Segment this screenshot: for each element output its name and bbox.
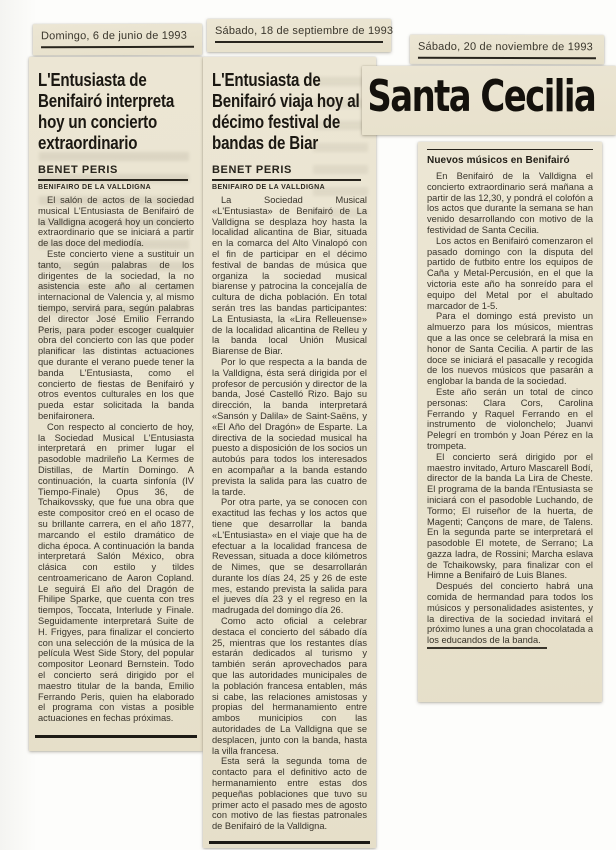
- date-label: Sábado, 20 de noviembre de 1993: [417, 40, 594, 54]
- article-body: [38, 195, 194, 724]
- clipping-article-santa-cecilia: [418, 142, 602, 702]
- paragraph: Este concierto viene a sustituir un tanto, según palabras de los dirigentes de la sociedad, la no asistencia este año al certamen internacional de Valencia y, al mismo tiempo, servirá para, según palabras del director José Emilio Ferrando Peris, para poder escoger cualquier obra del concierto con las que poder planificar las distintas actuaciones que durante el verano puede tener la banda L'Entusiasta, como el concierto de fiestas de Benifairó y otros eventos culturales en los que pueda estar solicitada la banda benifaironera.: [38, 248, 194, 421]
- date-underline: [418, 57, 596, 59]
- paragraph: En Benifairó de la Valldigna el concierto extraordinario será mañana a partir de las 12,30, y pondrá el colofón a los actos que durante la semana se han venido desarrollando con motivo de la festividad de Santa Cecilia.: [427, 171, 593, 235]
- article-body: [427, 171, 593, 646]
- article-byline: BENET PERIS: [212, 164, 361, 181]
- clipping-date-june: [33, 24, 202, 56]
- article-end-rule: [35, 735, 197, 738]
- paragraph: El concierto será dirigido por el maestro invitado, Arturo Mascarell Bodí, director de la banda La Lira de Cheste. El programa de la banda l'Entusiasta se iniciará con el pasodoble Luchando, de Tormo; El ruiseñor de la huerta, de Magenti; Cançons de mare, de Talens. En la segunda parte se interpretará el pasodoble El motete, de Serrano; La gazza ladra, de Rossini; Marcha eslava de Tchaikowsky, para finalizar con el Himne a Benifairó de Luis Blanes.: [427, 451, 593, 581]
- paragraph: Para el domingo está previsto un almuerzo para los músicos, mientras que a las once se celebrará la misa en honor de Santa Cecilia. A partir de las doce se iniciará el pasacalle y recogida de los nuevos músicos que pasarán a englobar la banda de la sociedad.: [427, 311, 593, 387]
- date-label: Domingo, 6 de junio de 1993: [40, 29, 188, 43]
- article-headline: L'Entusiasta de Benifairó viaja hoy al décimo festival de bandas de Biar: [212, 70, 360, 153]
- paragraph: Los actos en Benifairó comenzaron el pasado domingo con la disputa del partido de futbito entre los equipos de Caña y Metal-Percusión, en el que la victoria este año ha sonreído para el equipo del Metal por el abultado marcador de 1-5.: [427, 235, 593, 311]
- paragraph: Este año serán un total de cinco personas: Clara Cors, Carolina Ferrando y Raquel Ferrando en el instrumento de violonchelo; Juanvi Pelegrí en trombón y Joan Pérez en la trompeta.: [427, 386, 593, 451]
- article-dateline: BENIFAIRO DE LA VALLDIGNA: [38, 184, 152, 191]
- article-headline: L'Entusiasta de Benifairó interpreta hoy un concierto extraordinario: [38, 70, 175, 153]
- paragraph: El salón de actos de la sociedad musical L'Entusiasta de Benifairó de la Valldigna acogerá hoy un concierto extraordinario que se iniciará a partir de las doce del mediodía.: [38, 195, 194, 249]
- article-end-rule: [427, 647, 547, 649]
- paragraph: Por otra parte, ya se conocen con exactitud las fechas y los actos que tiene que desarrollar la banda «L'Entusiasta» en el viaje que ha de efectuar a la localidad francesa de Revessan, situada a doce kilómetros de Nimes, que se desarrollarán durante los días 24, 25 y 26 de este mes, estando prevista la salida para el jueves día 23 y el regreso en la madrugada del domingo día 26.: [212, 497, 367, 616]
- paragraph: La Sociedad Musical «L'Entusiasta» de Benifairó de La Valldigna se desplaza hoy hasta la localidad alicantina de Biar, situada en la comarca del Alto Vinalopó con el fin de participar en el décimo festival de bandas de música que organiza la sociedad musical biarense y patrocina la concejalía de cultura de dicha población. En total serán tres las bandas participantes: La Entusiasta, la «Lira Relleuense» de la localidad alicantina de Relleu y la banda local Unión Musical Biarense de Biar.: [212, 195, 367, 357]
- clipping-date-november: [410, 35, 604, 65]
- clipping-headline-santa-cecilia: [362, 66, 616, 135]
- paragraph: Por lo que respecta a la banda de la Valldigna, ésta será dirigida por el profesor de percusión y director de la banda, José Castelló Rizo. Bajo su dirección, la banda interpretará «Sansón y Dalila» de Saint-Saëns, y «El Año del Dragón» de Esparte. La directiva de la sociedad musical ha puesto a disposición de los socios un autobús para todos los interesados en acompañar a la banda estando prevista la salida para las cuatro de la tarde.: [212, 356, 367, 497]
- date-underline: [41, 46, 194, 49]
- date-label: Sábado, 18 de septiembre de 1993: [215, 25, 394, 37]
- article-byline: BENET PERIS: [38, 164, 188, 181]
- article-end-rule: [209, 841, 370, 844]
- paragraph: Con respecto al concierto de hoy, la Sociedad Musical L'Entusiasta interpretará en primer lugar el pasodoble madrileño La Kermes de Distillas, de Martín Domingo. A continuación, la cuarta sinfonía (IV Tiempo-Finale) Opus 36, de Tchaikovssky, que fue una obra que este compositor creó en el ocaso de su brillante carrera, en el año 1877, marcando el estilo dramático de dicha época. A continuación la banda interpretará Salón México, obra clásica con estilo y tildes centroamericano de Aaron Copland. Le seguirá El año del Dragón de Fhilipe Sparke, que cuenta con tres tiempos, Toccata, Interlude y Finale. Seguidamente interpretará Suite de H. Frigyes, para finalizar el concierto con una selección de la música de la película West Side Story, del popular compositor Leonard Bernstein. Todo el concierto será dirigido por el maestro titular de la banda, Emilio Ferrando Peris, quien ha elaborado el programa con vistas a posible actuaciones en fechas próximas.: [38, 421, 194, 724]
- date-underline: [215, 41, 383, 43]
- article-body: [212, 195, 367, 832]
- paragraph: Esta será la segunda toma de contacto para el definitivo acto de hermanamiento entre estas dos pequeñas poblaciones que tuvo su primer acto el pasado mes de agosto con motivo de las fiestas patronales de Benifairó de la Valldigna.: [212, 756, 367, 832]
- article-dateline: BENIFAIRO DE LA VALLDIGNA: [212, 184, 326, 191]
- paragraph: Como acto oficial a celebrar destaca el concierto del sábado día 25, mientras que los restantes días estarán dedicados al turismo y también serán aprovechados para que las autoridades municipales de la población francesa entablen, más si cabe, las relaciones amistosas y propias del hermanamiento entre ambos municipios con las autoridades de La Valldigna que se desplacen, junto con la banda, hasta la villa francesa.: [212, 616, 367, 756]
- clipping-article-biar-festival: [203, 57, 376, 848]
- clipping-article-june-concert: [29, 57, 203, 751]
- clipping-date-september: [207, 19, 394, 52]
- article-subhead: Nuevos músicos en Benifairó: [427, 149, 593, 166]
- big-headline-text: Santa Cecilia: [367, 71, 596, 122]
- paragraph: Después del concierto habrá una comida de hermandad para todos los músicos y personalidades asistentes, y la directiva de la sociedad invitará el próximo lunes a una gran chocolatada a los educandos de la banda.: [427, 581, 593, 646]
